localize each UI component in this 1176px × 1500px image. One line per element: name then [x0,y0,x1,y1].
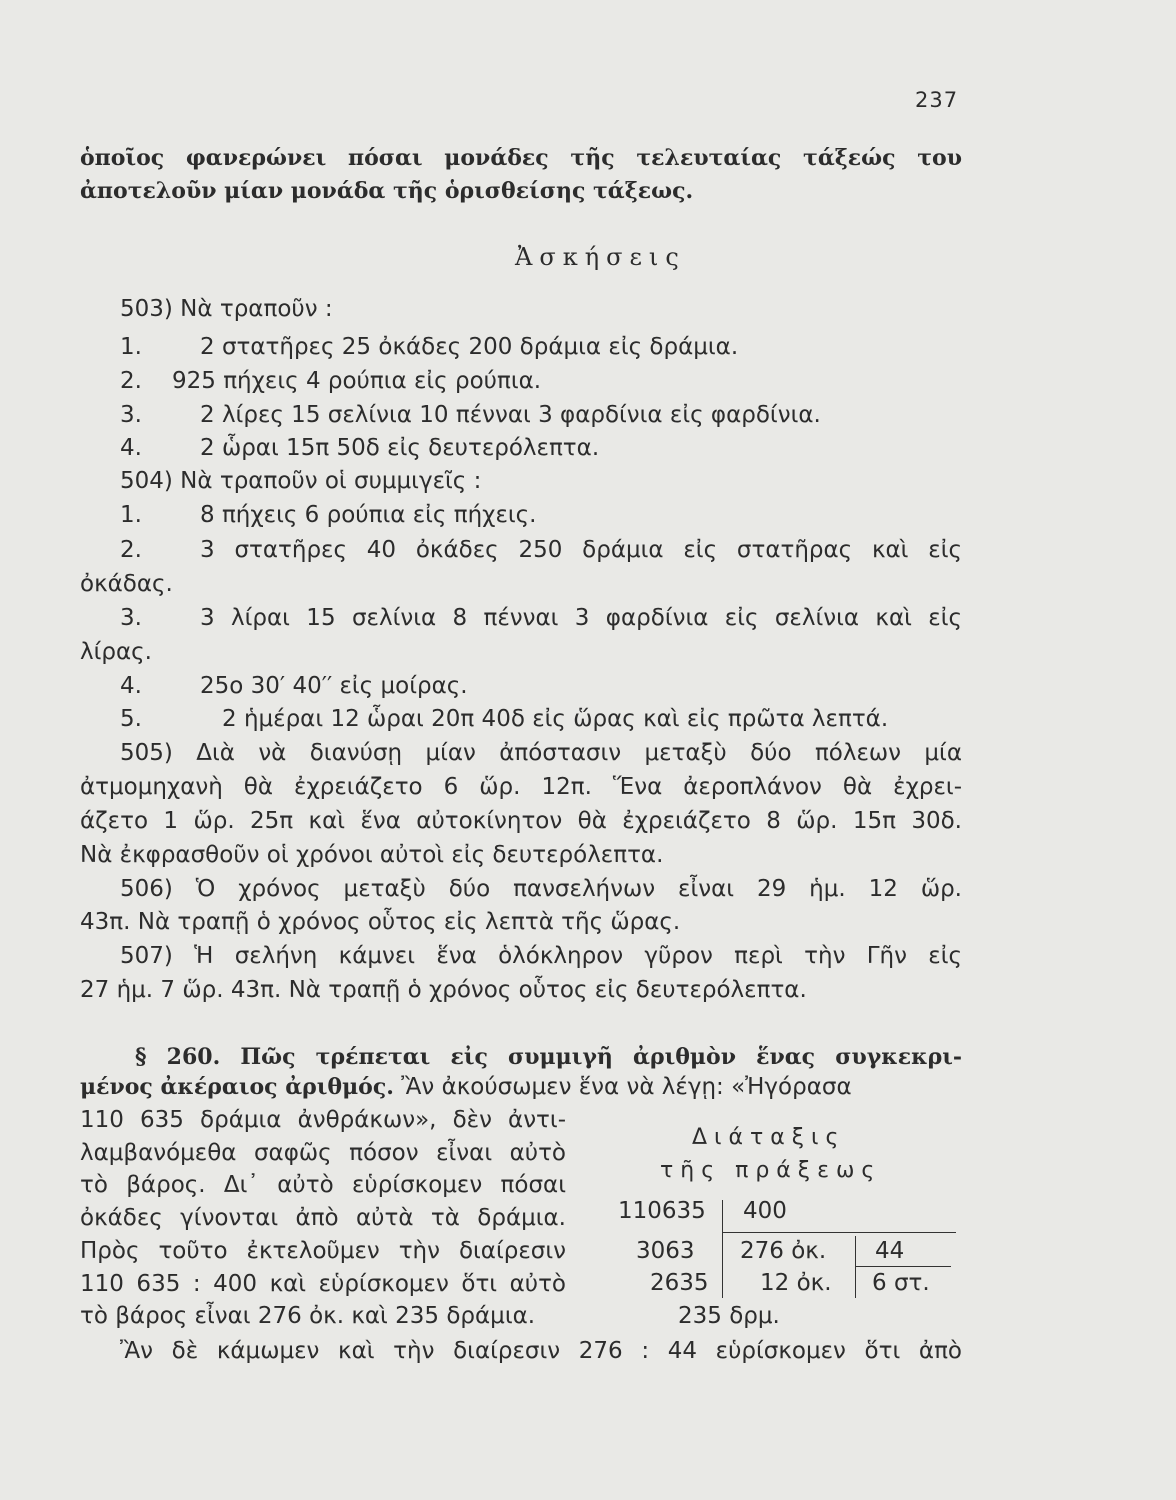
exercise-504-item-text: 2 ἡμέραι 12 ὧραι 20π 40δ εἰς ὥρας καὶ εἰς πρῶτα λεπτά. [222,706,889,732]
section-260-body-line: 110 635 : 400 καὶ εὑρίσκομεν ὅτι αὐτὸ [80,1271,566,1297]
exercise-503-item-text: 2 λίρες 15 σελίνια 10 πένναι 3 φαρδίνια εἰς φαρδίνια. [200,402,821,428]
section-260-last-line: Ἂν δὲ κάμωμεν καὶ τὴν διαίρεσιν 276 : 44 εὑρίσκομεν ὅτι ἀπὸ [120,1338,962,1364]
exercise-507-line-2: 27 ἡμ. 7 ὥρ. 43π. Νὰ τραπῇ ὁ χρόνος οὗτος εἰς δευτερόλεπτα. [80,977,807,1003]
exercise-503-item-text: 925 πήχεις 4 ρούπια εἰς ρούπια. [172,368,542,394]
division-quotient-oka: 276 ὀκ. [740,1238,827,1264]
division-dividend: 110635 [618,1198,706,1224]
section-260-body-line: τὸ βάρος. Δι᾽ αὐτὸ εὑρίσκομεν πόσαι [80,1172,566,1198]
exercise-504-item-text: 8 πήχεις 6 ρούπια εἰς πήχεις. [200,502,537,528]
exercise-504-item-continuation: ὀκάδας. [80,571,173,597]
exercise-505-line-1: 505) Διὰ νὰ διανύσῃ μίαν ἀπόστασιν μεταξὺ δύο πόλεων μία [120,740,962,766]
section-260-body-line: ὀκάδες γίνονται ἀπὸ αὐτὰ τὰ δράμια. [80,1205,566,1231]
exercise-503-item-number: 3. [120,402,142,428]
exercise-504-item-number: 5. [120,706,142,732]
exercise-506-line-1: 506) Ὁ χρόνος μεταξὺ δύο πανσελήνων εἶναι 29 ἡμ. 12 ὥρ. [120,876,962,902]
division-subtitle: τῆς πράξεως [660,1158,882,1183]
exercise-503-item-number: 4. [120,435,142,461]
division-remainder-dram: 235 δρμ. [678,1303,780,1329]
exercise-505-line-3: άζετο 1 ὥρ. 25π καὶ ἕνα αὐτοκίνητον θὰ ἐχρειάζετο 8 ὥρ. 15π 30δ. [80,808,962,834]
division-divisor-2: 44 [875,1238,905,1264]
division-divisor: 400 [743,1198,787,1224]
intro-line-2: ἀποτελοῦν μίαν μονάδα τῆς ὁρισθείσης τάξεως. [80,178,694,204]
section-260-body-line: λαμβανόμεθα σαφῶς πόσον εἶναι αὐτὸ [80,1140,566,1166]
division-quotient-stater: 6 στ. [872,1270,930,1296]
intro-line-1: ὁποῖος φανερώνει πόσαι μονάδες τῆς τελευταίας τάξεώς του [80,145,962,171]
section-260-body-line: Πρὸς τοῦτο ἐκτελοῦμεν τὴν διαίρεσιν [80,1238,566,1264]
exercise-505-line-4: Νὰ ἐκφρασθοῦν οἱ χρόνοι αὐτοὶ εἰς δευτερόλεπτα. [80,842,664,868]
exercise-504-item-text: 3 στατῆρες 40 ὀκάδες 250 δράμια εἰς στατῆρας καὶ εἰς [200,537,962,563]
exercise-503-item-text: 2 ὧραι 15π 50δ εἰς δευτερόλεπτα. [200,435,600,461]
exercise-504-item-continuation: λίρας. [80,639,152,665]
division-remainder-oka: 12 ὀκ. [760,1270,832,1296]
exercise-503-item-number: 2. [120,368,142,394]
exercise-504-title: 504) Νὰ τραποῦν οἱ συμμιγεῖς : [120,468,482,494]
exercise-504-item-number: 2. [120,537,142,563]
page-number: 237 [915,88,959,112]
division-title: Διάταξις [692,1125,846,1150]
exercise-503-item-text: 2 στατῆρες 25 ὀκάδες 200 δράμια εἰς δράμια. [200,334,739,360]
exercise-504-item-text: 3 λίραι 15 σελίνια 8 πένναι 3 φαρδίνια εἰς σελίνια καὶ εἰς [200,605,962,631]
section-260-line-2 [80,1076,852,1099]
section-260-body-line: 110 635 δράμια ἀνθράκων», δὲν ἀντι- [80,1107,566,1133]
exercise-504-item-number: 3. [120,605,142,631]
division-horizontal-rule [722,1232,956,1233]
exercise-507-line-1: 507) Ἡ σελήνη κάμνει ἕνα ὁλόκληρον γῦρον περὶ τὴν Γῆν εἰς [120,943,962,969]
exercise-504-item-number: 1. [120,502,142,528]
exercise-504-item-text: 25ο 30′ 40′′ εἰς μοίρας. [200,673,468,699]
division-remainder-2: 2635 [650,1270,709,1296]
division-horizontal-rule-2 [855,1266,951,1267]
exercise-503-title: 503) Νὰ τραποῦν : [120,296,333,322]
section-260-heading-end: μένος ἀκέραιος ἀριθμός. [80,1074,394,1100]
exercise-506-line-2: 43π. Νὰ τραπῇ ὁ χρόνος οὗτος εἰς λεπτὰ τῆς ὥρας. [80,909,681,935]
section-260-heading: § 260. Πῶς τρέπεται εἰς συμμιγῆ ἀριθμὸν ἕνας συγκεκρι- [135,1044,962,1070]
division-vertical-rule-2 [855,1236,856,1298]
section-260-text: Ἂν ἀκούσωμεν ἕνα νὰ λέγῃ: «Ἠγόρασα [401,1074,852,1100]
division-remainder-1: 3063 [636,1238,695,1264]
exercise-505-line-2: ἀτμομηχανὴ θὰ ἐχρειάζετο 6 ὥρ. 12π. Ἕνα ἀεροπλάνον θὰ ἐχρει- [80,774,962,800]
division-vertical-rule [722,1200,723,1298]
section-260-body-line: τὸ βάρος εἶναι 276 ὀκ. καὶ 235 δράμια. [80,1303,536,1329]
exercise-504-item-number: 4. [120,673,142,699]
exercises-heading: Ἀσκήσεις [515,243,686,271]
exercise-503-item-number: 1. [120,334,142,360]
